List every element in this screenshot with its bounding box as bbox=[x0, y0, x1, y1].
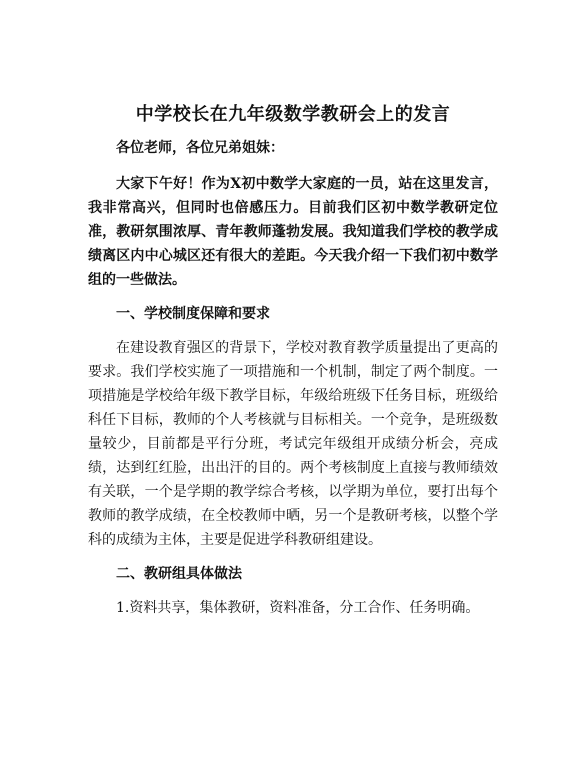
section1-paragraph: 在建设教育强区的背景下，学校对教育教学质量提出了更高的要求。我们学校实施了一项措施和一个机制，制定了两个制度。一项措施是学校给年级下教学目标，年级给班级下任务目标，班级给科任下目标，教师的个人考核就与目标相关。一个竞争，是班级数量较少，目前都是平行分班，考试完年级组开成绩分析会，亮成绩，达到红红脸，出出汗的目的。两个考核制度上直接与教师绩效有关联，一个是学期的教学综合考核，以学期为单位，要打出每个教师的教学成绩，在全校教师中晒，另一个是教研考核，以整个学科的成绩为主体，主要是促进学科教研组建设。 bbox=[88, 340, 498, 548]
greeting-line: 各位老师，各位兄弟姐妹： bbox=[116, 140, 284, 156]
section2-item-1: 1.资料共享，集体教研，资料准备，分工合作、任务明确。 bbox=[116, 600, 480, 616]
section2-heading: 二、教研组具体做法 bbox=[116, 566, 242, 582]
document-title: 中学校长在九年级数学教研会上的发言 bbox=[135, 104, 451, 125]
section1-heading: 一、学校制度保障和要求 bbox=[116, 306, 270, 322]
intro-paragraph: 大家下午好！作为X初中数学大家庭的一员，站在这里发言，我非常高兴，但同时也倍感压力。目前我们区初中数学教研定位准，教研氛围浓厚、青年教师蓬勃发展。我知道我们学校的教学成绩离区内中心城区还有很大的差距。今天我介绍一下我们初中数学组的一些做法。 bbox=[88, 176, 498, 288]
